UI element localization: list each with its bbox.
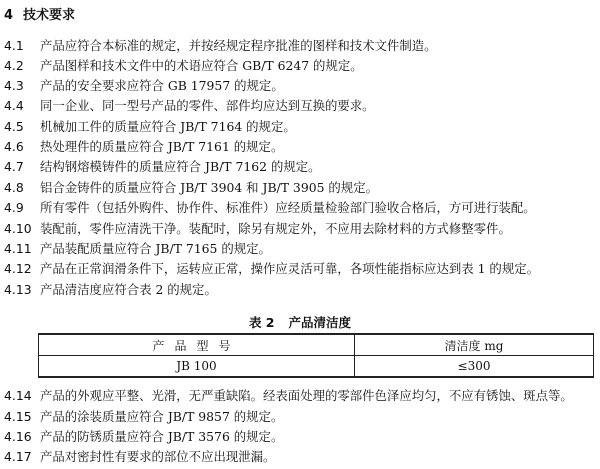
table-caption-title: 产品清洁度 [288, 315, 352, 330]
clause-text: 产品的安全要求应符合 GB 17957 的规定。 [40, 78, 284, 93]
clause-4-13 [4, 282, 217, 298]
clause-text: 产品应符合本标准的规定，并按经规定程序批准的图样和技术文件制造。 [40, 38, 437, 53]
clause-text: 结构钢熔模铸件的质量应符合 JB/T 7162 的规定。 [40, 159, 321, 174]
clause-text: 机械加工件的质量应符合 JB/T 7164 的规定。 [40, 119, 296, 134]
table-cell-model: JB 100 [39, 356, 355, 378]
clause-4-11 [4, 241, 271, 257]
section-title-text: 技术要求 [23, 8, 76, 23]
clause-number: 4.13 [4, 282, 32, 297]
cleanliness-table [38, 333, 594, 378]
section-number: 4 [4, 8, 14, 23]
clause-4-9 [4, 200, 536, 216]
clause-4-2 [4, 58, 363, 74]
clause-number: 4.6 [4, 139, 24, 154]
clause-number: 4.3 [4, 78, 24, 93]
clause-number: 4.11 [4, 241, 32, 256]
clause-4-8 [4, 180, 378, 196]
clause-text: 同一企业、同一型号产品的零件、部件均应达到互换的要求。 [40, 98, 375, 113]
clause-4-17 [4, 449, 275, 465]
clause-number: 4.4 [4, 98, 24, 113]
clause-number: 4.16 [4, 429, 32, 444]
clause-4-10 [4, 221, 511, 237]
table-caption-number: 表 2 [248, 315, 275, 330]
clause-text: 产品的外观应平整、光滑，无严重缺陷。经表面处理的零部件色泽应均匀，不应有锈蚀、斑点等。 [40, 388, 573, 403]
table-cell-cleanliness: ≤300 [355, 356, 594, 378]
clause-text: 产品清洁度应符合表 2 的规定。 [40, 282, 217, 297]
clause-number: 4.10 [4, 221, 32, 236]
clause-number: 4.17 [4, 449, 32, 464]
table-header-model [39, 334, 355, 356]
clause-number: 4.9 [4, 200, 24, 215]
clause-text: 产品对密封性有要求的部位不应出现泄漏。 [40, 449, 276, 464]
clause-4-5 [4, 119, 296, 135]
clause-text: 铝合金铸件的质量应符合 JB/T 3904 和 JB/T 3905 的规定。 [40, 180, 378, 195]
clause-number: 4.7 [4, 159, 24, 174]
clause-number: 4.8 [4, 180, 24, 195]
clause-number: 4.2 [4, 58, 24, 73]
table-header-row [39, 334, 594, 356]
table-header-cleanliness: 清洁度 mg [355, 334, 594, 356]
clause-number: 4.5 [4, 119, 24, 134]
clause-number: 4.12 [4, 261, 32, 276]
clause-number: 4.1 [4, 38, 24, 53]
clause-text: 产品图样和技术文件中的术语应符合 GB/T 6247 的规定。 [40, 58, 363, 73]
clause-4-14 [4, 388, 573, 404]
clause-number: 4.15 [4, 409, 32, 424]
section-heading [4, 4, 75, 23]
clause-4-7 [4, 159, 321, 175]
clause-4-16 [4, 429, 283, 445]
clause-4-6 [4, 139, 283, 155]
clause-number: 4.14 [4, 388, 32, 403]
clause-text: 所有零件（包括外购件、协作件、标准件）应经质量检验部门验收合格后，方可进行装配。 [40, 200, 536, 215]
clause-4-12 [4, 261, 539, 277]
clause-text: 产品的涂装质量应符合 JB/T 9857 的规定。 [40, 409, 284, 424]
clause-text: 热处理件的质量应符合 JB/T 7161 的规定。 [40, 139, 284, 154]
clause-text: 装配前，零件应清洗干净。装配时，除另有规定外，不应用去除材料的方式修整零件。 [40, 221, 511, 236]
header-model-text: 产品型号 [152, 338, 241, 353]
clause-text: 产品在正常润滑条件下，运转应正常，操作应灵活可靠，各项性能指标应达到表 1 的规定。 [40, 261, 539, 276]
clause-4-3 [4, 78, 284, 94]
clause-4-4 [4, 98, 375, 114]
clause-4-15 [4, 409, 283, 425]
clause-4-1 [4, 38, 437, 54]
table-caption [0, 313, 600, 331]
clause-text: 产品的防锈质量应符合 JB/T 3576 的规定。 [40, 429, 284, 444]
table-row [39, 356, 594, 378]
clause-text: 产品装配质量应符合 JB/T 7165 的规定。 [40, 241, 271, 256]
